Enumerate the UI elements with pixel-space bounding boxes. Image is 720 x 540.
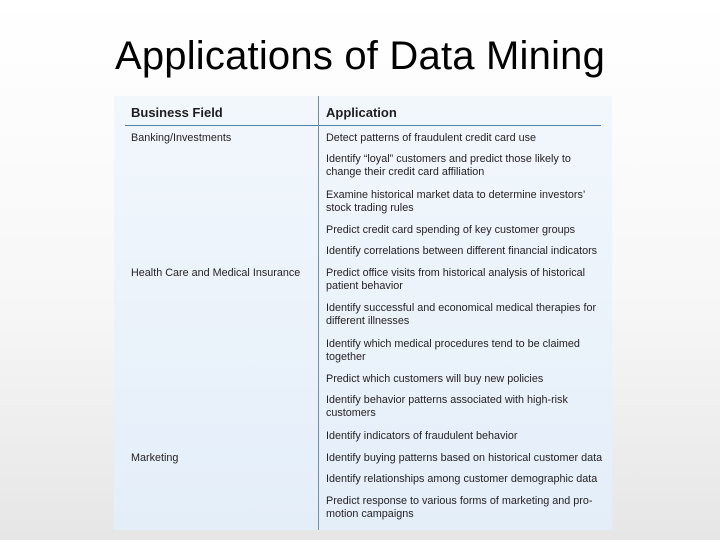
application-item: Predict office visits from historical analysis of historical patient behavior xyxy=(326,267,586,292)
field-marketing: Marketing xyxy=(131,452,179,464)
application-item: Identify behavior patterns associated with high-risk customers xyxy=(326,394,568,419)
application-item: Identify successful and economical medical therapies for different illnesses xyxy=(326,302,597,327)
application-item: Identify “loyal” customers and predict those likely to change their credit card affiliation xyxy=(326,153,571,178)
field-banking-investments: Banking/Investments xyxy=(131,132,232,144)
application-item: Predict which customers will buy new policies xyxy=(326,373,544,385)
application-item: Identify which medical procedures tend to be claimed together xyxy=(326,338,580,363)
column-header-application: Application xyxy=(326,105,397,120)
application-item: Identify buying patterns based on historical customer data xyxy=(326,452,603,464)
applications-table xyxy=(114,96,612,530)
slide-title: Applications of Data Mining xyxy=(114,34,606,78)
column-divider xyxy=(318,96,319,530)
header-rule xyxy=(125,125,601,126)
application-item: Predict response to various forms of marketing and pro- motion campaigns xyxy=(326,495,593,520)
application-item: Examine historical market data to determine investors’ stock trading rules xyxy=(326,189,586,214)
application-item: Identify indicators of fraudulent behavior xyxy=(326,430,518,442)
field-health-care: Health Care and Medical Insurance xyxy=(131,267,301,279)
column-header-business-field: Business Field xyxy=(131,105,223,120)
application-item: Identify relationships among customer demographic data xyxy=(326,473,598,485)
application-item: Detect patterns of fraudulent credit card use xyxy=(326,132,537,144)
application-item: Identify correlations between different financial indicators xyxy=(326,245,598,257)
application-item: Predict credit card spending of key customer groups xyxy=(326,224,576,236)
